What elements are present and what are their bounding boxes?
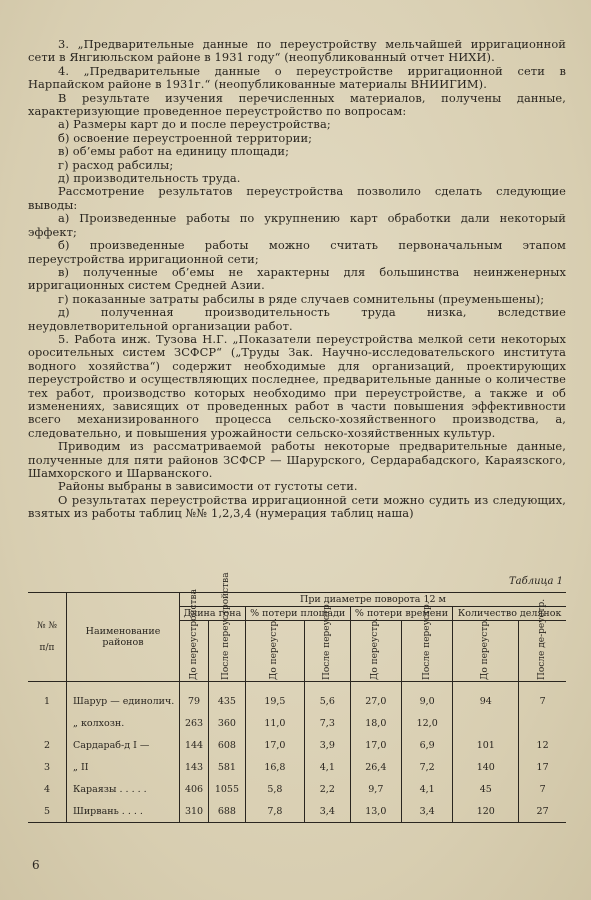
table-cell: 94 [453,690,519,712]
plots-header: Количество делянок [453,607,566,621]
table-cell: 6,9 [401,734,452,756]
table-cell: 4,1 [401,778,452,800]
table-cell: 17,0 [245,734,304,756]
table-cell: 16,8 [245,756,304,778]
paragraph: д) производительность труда. [58,171,241,186]
paragraph: а) Произведенные работы по укрупнению карт обработки дали некоторый эффект; [28,211,566,239]
body-text [28,38,566,521]
table-row [28,690,566,712]
table-cell: 17 [519,756,566,778]
sub-header: До переустройства [180,621,209,682]
paragraph: г) показанные затраты рабсилы в ряде случаев сомнительны (преуменьшены); [58,291,545,306]
table-cell: 5,8 [245,778,304,800]
paragraph: О результатах переустройства ирригационной сети можно судить из следующих, взятых из работы таблиц №№ 1,2,3,4 (нумерация таблиц наша) [28,492,566,521]
table-cell: 360 [209,712,246,734]
table-cell: 7,8 [245,800,304,823]
table-cell: 581 [209,756,246,778]
paragraph: в) полученные об’емы не характерны для большинства неинженерных ирригационных систем Средней Азии. [28,264,566,293]
table-cell: 3,9 [305,734,351,756]
length-header: Длина гона [180,607,246,621]
page-number: 6 [32,858,40,872]
paragraph: 5. Работа инж. Тузова Н.Г. „Показатели переустройства мелкой сети некоторых оросительных систем ЗСФСР“ („Труды Зак. Научно-исследовательского института водного хозяйства“) содержит необходимые для организаций, проектирующих переустройство и осуществляющих последнее, предварительные данные о количестве тех работ, производство которых необходимо при переустройстве, а также и об изменениях, зависящих от проведенных работ в части повышения эффективности всего механизированного процесса сельско-хозяйственного производства, а, следовательно, и повышения урожайности сельско-хозяйственных культур. [28,331,566,440]
table-cell: 26,4 [350,756,401,778]
table-cell: 7 [519,778,566,800]
row-number: 3 [28,756,67,778]
table-cell: 435 [209,690,246,712]
table-cell: 688 [209,800,246,823]
table-cell: 101 [453,734,519,756]
table-row [28,712,566,734]
table-caption: Таблица 1 [508,576,563,587]
table-cell: 144 [180,734,209,756]
table-cell: 12 [519,734,566,756]
paragraph: б) произведенные работы можно считать первоначальным этапом переустройства ирригационной сети; [28,238,566,266]
col-name-header: Наименование районов [67,593,180,682]
row-number: 4 [28,778,67,800]
paragraph: Районы выбраны в зависимости от густоты сети. [58,479,358,494]
group-header: При диаметре поворота 12 м [180,593,567,607]
paragraph: б) освоение переустроенной территории; [58,130,313,145]
table-cell: 27,0 [350,690,401,712]
paragraph: 3. „Предварительные данные по переустройству мельчайшей ирригационной сети в Янгиюльском районе в 1931 году“ (неопубликованный отчет НИХИ). [28,37,566,65]
row-number [28,712,67,734]
sub-header: До переустр. [453,621,519,682]
sub-header: После де-реустр. [519,621,566,682]
row-name: Шарур — единолич. [67,690,180,712]
table-row [28,756,566,778]
row-name: Ширвань . . . . [67,800,180,823]
table-cell: 5,6 [305,690,351,712]
table-cell: 17,0 [350,734,401,756]
table-cell: 120 [453,800,519,823]
table-cell: 310 [180,800,209,823]
row-number: 2 [28,734,67,756]
table-cell: 12,0 [401,712,452,734]
row-number: 1 [28,690,67,712]
row-name: Сардараб-д I — [67,734,180,756]
sub-header: После переустр. [305,621,351,682]
sub-header: После переустр. [401,621,452,682]
sub-header: До переустр. [350,621,401,682]
table-cell: 13,0 [350,800,401,823]
table-cell: 18,0 [350,712,401,734]
table-cell: 3,4 [401,800,452,823]
paragraph: г) расход рабсилы; [58,157,174,172]
paragraph: в) об’емы работ на единицу площади; [58,144,290,159]
paragraph: Рассмотрение результатов переустройства позволило сделать следующие выводы: [28,184,566,212]
table-row [28,778,566,800]
table-cell: 27 [519,800,566,823]
table-cell: 45 [453,778,519,800]
sub-header: После переустройства [209,621,246,682]
sub-header: До переустр. [245,621,304,682]
table-cell: 140 [453,756,519,778]
table-cell: 2,2 [305,778,351,800]
table-cell: 143 [180,756,209,778]
table-cell: 7 [519,690,566,712]
row-number: 5 [28,800,67,823]
paragraph: 4. „Предварительные данные о переустройстве ирригационной сети в Нарпайском районе в 1931г.“ (неопубликованные материалы ВНИИГИМ). [28,63,566,92]
table-cell: 406 [180,778,209,800]
table-cell: 79 [180,690,209,712]
time-loss-header: % потери времени [350,607,453,621]
table-cell: 11,0 [245,712,304,734]
table-cell: 263 [180,712,209,734]
table-cell [519,712,566,734]
table-cell: 9,7 [350,778,401,800]
table-cell [453,712,519,734]
row-name: „ II [67,756,180,778]
paragraph: В результате изучения перечисленных материалов, получены данные, характеризующие проведенное переустройство по вопросам: [28,90,566,119]
row-name: „ колхозн. [67,712,180,734]
table-cell: 1055 [209,778,246,800]
paragraph: а) Размеры карт до и после переустройства; [58,117,331,132]
table-cell: 7,2 [401,756,452,778]
table-cell: 4,1 [305,756,351,778]
table-row [28,800,566,823]
paragraph: д) полученная производительность труда низка, вследствие неудовлетворительной организации работ. [28,305,566,333]
table-cell: 608 [209,734,246,756]
table-cell: 7,3 [305,712,351,734]
table-cell: 3,4 [305,800,351,823]
table-cell: 9,0 [401,690,452,712]
area-loss-header: % потери площади [245,607,350,621]
table-row [28,734,566,756]
col-num-header: № № п/п [28,593,67,682]
row-name: Караязы . . . . . [67,778,180,800]
paragraph: Приводим из рассматриваемой работы некоторые предварительные данные, полученные для пяти районов ЗСФСР — Шарурского, Сердарабадского, Караязского, Шамхорского и Шарванского. [28,439,566,480]
table-cell: 19,5 [245,690,304,712]
